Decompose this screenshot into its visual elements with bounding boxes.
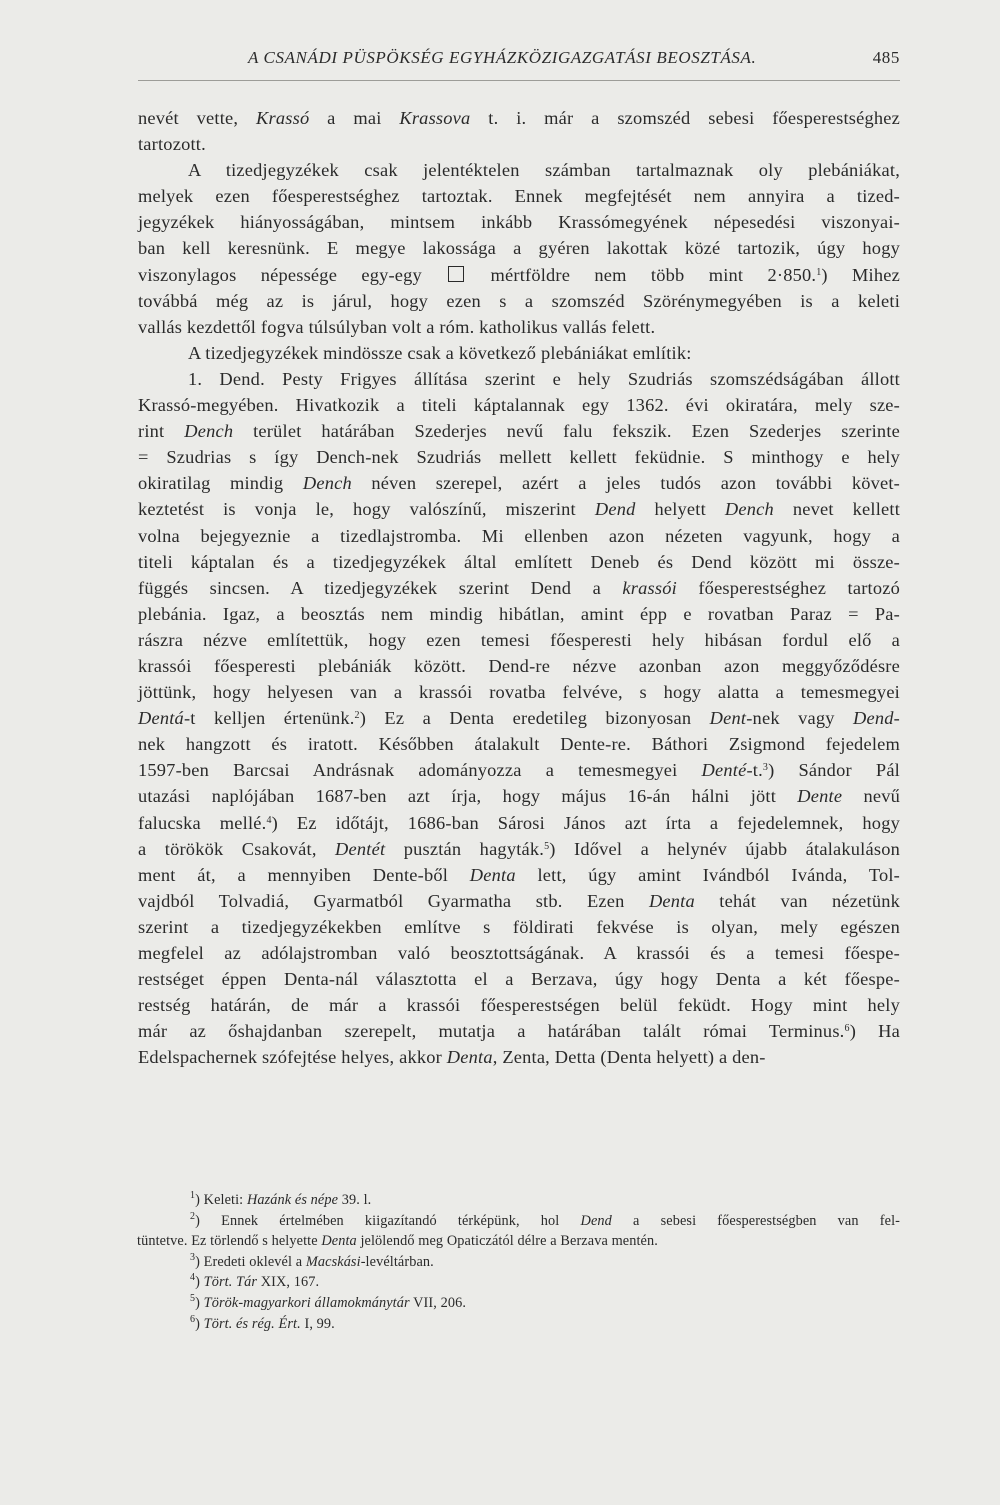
text-run: vajdból Tolvadiá, Gyarmatból Gyarmatha stb. Ezen [138,890,649,911]
text-run: jöttünk, hogy helyesen van a krassói rovatba felvéve, s hogy alatta a temesmegyei [138,682,900,703]
text-run: vallás kezdettől fogva túlsúlyban volt a róm. katholikus vallás felett. [138,316,656,337]
text-run: tüntetve. Ez törlendő s helyette [137,1233,322,1250]
italic-text: Dend [594,499,636,520]
text-line [138,966,900,992]
text-run: már az őshajdanban szerepelt, mutatja a határában talált római Terminus. [138,1021,845,1042]
italic-text: Dench [724,499,774,520]
text-line [138,914,900,940]
text-run: nevet kellett [773,499,901,520]
italic-text: Denté [701,760,747,781]
text-line [138,235,900,261]
footnote [190,1293,900,1314]
header-rule [138,80,900,81]
italic-text: Dend- [853,708,900,729]
text-line [138,549,900,575]
italic-text: Dente [797,786,843,807]
text-run: nevét vette, [138,108,257,128]
text-run: falucska mellé. [138,812,267,833]
italic-text: Krassova [399,108,471,128]
text-run: ) [195,1274,204,1291]
text-run: VII, 206. [409,1294,467,1311]
text-run: jegyzékek hiányosságában, mintsem inkább Krassómegyének népesedési viszonyai- [138,212,900,233]
text-run: = Szudrias s így Dench-nek Szudriás mellett kellett feküdnie. S minthogy e hely [138,447,900,468]
text-run: Edelspachernek szófejtése helyes, akkor [138,1047,447,1068]
text-run: -t kelljen értenünk. [183,708,355,729]
text-run: I, 99. [300,1315,335,1332]
text-run: szerint a tizedjegyzékekben említve s földirati fekvése is olyan, mely egészen [138,916,900,937]
text-line [138,183,900,209]
italic-text: Denta [648,890,695,911]
text-run: plebánia. Igaz, a beosztás nem mindig hibátlan, amint épp e rovatban Paraz = Pa- [138,603,900,624]
footnote [190,1190,900,1211]
text-run: nek hangzott és iratott. Későbben átalakult Dente-re. Báthori Zsigmond fejedelem [138,734,900,755]
text-line [138,810,900,836]
footnote-line [190,1314,900,1335]
text-run: néven szerepel, azért a jeles tudós azon további követ- [351,473,900,494]
text-line [138,705,900,731]
text-run: -nek vagy [746,708,854,729]
footnote-ref: 3 [762,762,769,774]
footnote-ref: 2 [190,1210,196,1222]
footnote-ref: 4 [190,1272,196,1284]
text-run: ) Ennek értelmében kiigazítandó térképünk, hol [195,1212,581,1229]
text-line [138,418,900,444]
footnote-ref: 5 [190,1292,196,1304]
text-run: a törökök Csakovát, [138,838,336,859]
text-run: rászra nézve említettük, hogy ezen temesi főesperesti hely hibásan fordul elő a [138,629,900,650]
text-run: ) [195,1315,204,1332]
text-run: megfelel az adólajstromban való beosztottságának. A krassói és a temesi főespe- [138,943,900,963]
text-run: restség határán, de már a krassói főesperestségen belül feküdt. Hogy mint hely [138,995,900,1016]
text-line [138,1018,900,1044]
text-line [138,757,900,783]
footnote-ref: 1 [190,1190,196,1201]
square-mile-symbol [448,266,464,282]
italic-text: Dentét [335,838,386,859]
text-line [138,992,900,1018]
text-run: okiratilag mindig [138,473,303,494]
text-line [138,340,900,366]
text-run: -t. [746,760,763,781]
text-run: a sebesi főesperestségben van fel- [611,1212,900,1229]
text-run: Krassó-megyében. Hivatkozik a titeli káptalannak egy 1362. évi okiratára, mely sze- [138,395,900,416]
text-run: 1597-ben Barcsai Andrásnak adományozza a temesmegyei [138,760,702,781]
paragraph [138,340,900,366]
italic-text: Tört. és rég. Ért. [203,1315,301,1332]
text-line [138,862,900,888]
text-run: 39. l. [338,1192,372,1208]
text-run: krassói főesperesti plebániák között. Dend-re nézve azonban azon meggyőződésre [138,655,900,676]
text-run: A tizedjegyzékek csak jelentéktelen számban tartalmaznak oly plebániákat, [188,160,900,181]
italic-text: Denta [321,1233,357,1250]
text-line [138,262,900,288]
text-line [138,1044,900,1070]
text-line [138,496,900,522]
footnote-line [137,1231,900,1252]
footnote-ref: 6 [190,1313,196,1325]
footnotes [137,1190,900,1334]
footnote-line [190,1272,900,1293]
text-run: jelölendő meg Opaticzától délre a Berzava mentén. [356,1233,658,1250]
footnote-ref: 5 [544,840,550,852]
text-run: ) Sándor Pál [768,760,900,781]
text-run: lett, úgy amint Ivándból Ivánda, Tol- [515,864,900,885]
running-title: A CSANÁDI PÜSPÖKSÉG EGYHÁZKÖZIGAZGATÁSI BEOSZTÁSA. [248,48,757,67]
text-run: rint [138,421,185,442]
italic-text: Denta [469,864,516,885]
italic-text: Macskási [305,1253,361,1270]
text-run: ) [195,1294,204,1311]
text-run: ) Idővel a helynév újabb átalakuláson [549,838,900,859]
page-number: 485 [872,48,900,67]
footnote-ref: 4 [266,814,272,826]
main-text [138,105,900,1070]
text-run: ) Keleti: [195,1192,247,1208]
italic-text: Hazánk és népe [246,1192,339,1208]
paragraph [138,105,900,157]
italic-text: Krassó [256,108,310,128]
text-line [138,679,900,705]
footnote-ref: 3 [190,1251,196,1263]
text-run: terület határában Szederjes nevű falu fekszik. Ezen Szederjes szerinte [233,421,900,442]
text-line [138,888,900,914]
text-line [138,105,900,131]
italic-text: Török-magyarkori államokmánytár [203,1294,410,1311]
italic-text: Dentá [138,708,184,729]
text-run: t. i. már a szomszéd sebesi főesperestséghez [470,108,900,128]
italic-text: Dend [580,1212,612,1229]
text-line [138,366,900,392]
text-run: keztetést is vonja le, hogy valószínű, miszerint [138,499,595,520]
text-run: A tizedjegyzékek mindössze csak a következő plebániákat említik: [188,342,692,363]
text-line [138,627,900,653]
text-run: 1. Dend. Pesty Frigyes állítása szerint e hely Szudriás szomszédságában állott [188,368,900,389]
text-line [138,940,900,966]
text-line [138,314,900,340]
italic-text: Tört. Tár [203,1274,258,1291]
text-run: melyek ezen főesperestséghez tartoztak. Ennek megfejtését nem annyira a tized- [138,186,900,207]
text-run: továbbá még az is járul, hogy ezen s a szomszéd Szörénymegyében is a keleti [138,290,900,311]
text-line [138,731,900,757]
footnote [190,1272,900,1293]
text-run: ment át, a mennyiben Dente-ből [138,864,470,885]
text-line [138,131,900,157]
text-line [138,157,900,183]
footnote [190,1314,900,1335]
text-run: főesperestséghez tartozó [676,577,900,598]
text-line [138,523,900,549]
text-run: tehát van nézetünk [694,890,900,911]
text-run: ) Ez időtájt, 1686-ban Sárosi János azt írta a fejedelemnek, hogy [271,812,900,833]
italic-text: Dent [709,708,747,729]
text-run: , Zenta, Detta (Denta helyett) a den- [492,1047,766,1068]
text-run: XIX, 167. [257,1274,320,1291]
paragraph [138,366,900,1071]
text-run: ) Ez a Denta eredetileg bizonyosan [359,708,710,729]
text-run: ) Mihez [821,264,900,285]
text-run: ban kell keresnünk. E megye lakossága a gyéren lakottak közé tartozik, úgy hogy [138,238,900,259]
text-run: pusztán hagyták. [385,838,545,859]
text-line [138,653,900,679]
text-run: a mai [309,108,400,128]
text-line [138,470,900,496]
footnote-ref: 1 [816,266,822,278]
footnote-ref: 6 [844,1023,850,1035]
footnote-line [190,1211,900,1232]
text-run: függés sincsen. A tizedjegyzékek szerint Dend a [138,577,623,598]
text-line [138,209,900,235]
footnote [137,1210,900,1252]
footnote [190,1252,900,1273]
text-run: utazási naplójában 1687-ben azt írja, hogy május 16-án hálni jött [138,786,798,807]
text-run: titeli káptalan és a tizedjegyzékek által említett Deneb és Dend között mi össze- [138,551,900,572]
text-run: restséget éppen Denta-nál választotta el a Berzava, úgy hogy Denta a két főespe- [138,969,900,990]
text-run: mértföldre nem több mint 2·850. [466,264,817,285]
text-line [138,392,900,418]
text-run: volna bejegyeznie a tizedlajstromba. Mi ellenben azon nézeten vagyunk, hogy a [138,525,900,546]
text-line [138,444,900,470]
text-line [138,288,900,314]
text-run: tartozott. [138,134,206,155]
text-run: nevű [842,786,900,807]
text-run: -levéltárban. [360,1253,434,1270]
text-run: viszonylagos népessége egy-egy [138,264,447,285]
footnote-line [190,1252,900,1273]
text-line [138,575,900,601]
italic-text: Dench [184,421,234,442]
footnote-line [190,1293,900,1314]
italic-text: krassói [622,577,677,598]
text-run: ) Eredeti oklevél a [195,1253,306,1270]
text-line [138,783,900,809]
footnote-ref: 2 [354,710,360,722]
text-run: ) Ha [849,1021,901,1042]
italic-text: Dench [302,473,352,494]
paragraph [138,157,900,340]
italic-text: Denta [446,1047,493,1068]
text-line [138,836,900,862]
footnote-line [190,1190,900,1211]
text-run: helyett [635,499,725,520]
text-line [138,601,900,627]
